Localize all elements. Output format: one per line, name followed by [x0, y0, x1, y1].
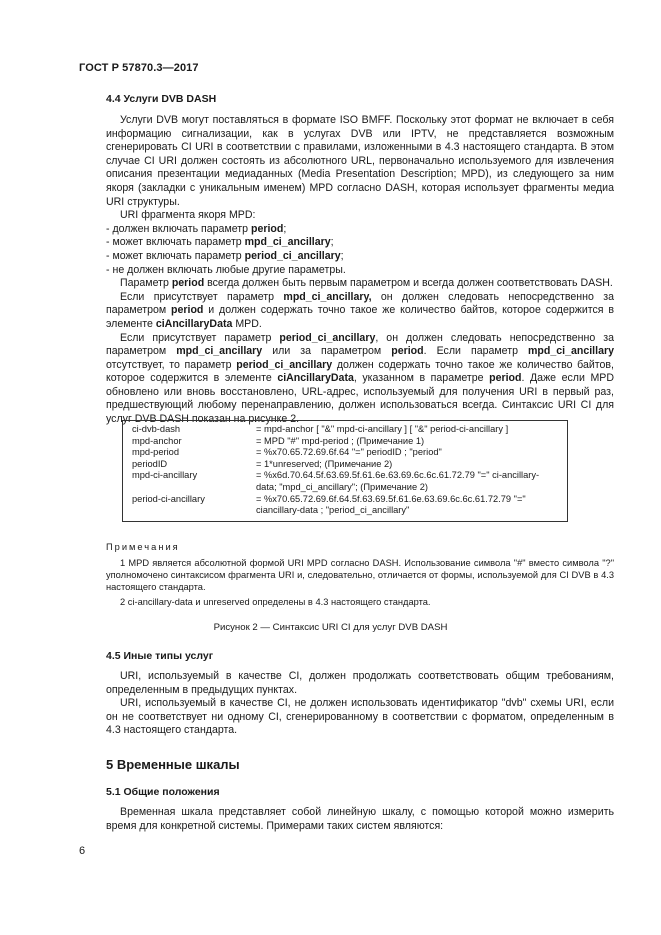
- grammar-row: [123, 494, 567, 517]
- paragraph: Услуги DVB могут поставляться в формате ISO BMFF. Поскольку этот формат не включает в себя информацию сигнализации, как в услугах DVB или IPTV, не представляется возможным сгенерировать CI URI в соответствии с правилами, изложенными в 4.3 настоящего стандарта. В этом случае CI URI должен состоять из абсолютного URL, первоначально используемого для извлечения описания презентации медиаданных (Media Presentation Description; MPD), из следующего за ним якоря (закладки с уникальным именем) MPD согласно DASH, которая использует фрагменты медиа URI структуры.: [106, 114, 614, 208]
- page-number: 6: [79, 845, 86, 857]
- rule-definition: = %x70.65.72.69.6f.64.5f.63.69.5f.61.6e.63.69.6c.6c.61.72.79 "=" ciancillary-data ; "period_ci_ancillary": [256, 493, 526, 516]
- anchor-param-list: [106, 223, 614, 277]
- paragraph: Параметр period всегда должен быть первым параметром и всегда должен соответствовать DASH.: [120, 277, 613, 290]
- list-item: - должен включать параметр period;: [106, 222, 287, 235]
- notes-body: [106, 558, 614, 609]
- rule-name: periodID: [132, 458, 168, 469]
- list-item: - может включать параметр mpd_ci_ancillary;: [106, 236, 334, 249]
- section-5-heading: 5 Временные шкалы: [106, 757, 240, 772]
- paragraph: Если присутствует параметр period_ci_ancillary, он должен следовать непосредственно за параметром mpd_ci_ancillary или за параметром period. Если параметр mpd_ci_ancillary отсутствует, то параметр period_ci_ancillary должен содержать точно такое же количество байтов, которое содержится в элементе ciAncillaryData, указанном в параметре period. Даже если MPD обновлено или вновь восстановлено, URL-адрес, используемый для получения URI в первый раз, предшествующий любому перенаправлению, должен использоваться всегда. Синтаксис URI CI для услуг DVB DASH показан на рисунке 2.: [106, 331, 615, 426]
- grammar-row: [123, 470, 567, 493]
- paragraph: Временная шкала представляет собой линейную шкалу, с помощью которой можно измерить время для конкретной системы. Примерами таких систем являются:: [106, 806, 614, 832]
- grammar-table: [123, 424, 567, 517]
- list-item: - не должен включать любые другие параметры.: [106, 263, 346, 276]
- rule-name: mpd-ci-ancillary: [132, 470, 198, 481]
- standard-designation: ГОСТ Р 57870.3—2017: [79, 62, 199, 74]
- rule-definition: = %x70.65.72.69.6f.64 "=" periodID ; "period": [256, 447, 442, 458]
- paragraph: URI фрагмента якоря MPD:: [120, 209, 256, 222]
- section-4-4-body: [106, 114, 614, 427]
- rule-name: ci-dvb-dash: [132, 424, 181, 434]
- list-item: - может включать параметр period_ci_ancillary;: [106, 249, 344, 262]
- rule-definition: = MPD "#" mpd-period ; (Примечание 1): [256, 435, 425, 446]
- notes-heading: Примечания: [106, 542, 180, 552]
- note: 2 ci-ancillary-data и unreserved определены в 4.3 настоящего стандарта.: [120, 597, 431, 608]
- uri-syntax-figure: [122, 420, 568, 522]
- grammar-row: [123, 424, 567, 436]
- figure-caption: Рисунок 2 — Синтаксис URI CI для услуг DVB DASH: [213, 622, 448, 633]
- rule-name: mpd-anchor: [132, 435, 182, 446]
- section-5-1-heading: 5.1 Общие положения: [106, 786, 220, 798]
- section-5-1-body: [106, 806, 614, 833]
- section-4-4-heading: 4.4 Услуги DVB DASH: [106, 93, 217, 105]
- rule-definition: = mpd-anchor [ "&" mpd-ci-ancillary ] [ "&" period-ci-ancillary ]: [256, 424, 509, 434]
- paragraph: URI, используемый в качестве CI, не должен использовать идентификатор "dvb" схемы URI, если он не соответствует ни одному CI, сгенерированному в соответствии с форматом, определенным в 4.3 настоящего стандарта.: [106, 697, 614, 737]
- grammar-row: [123, 447, 567, 459]
- section-4-5-body: [106, 670, 614, 738]
- paragraph: Если присутствует параметр mpd_ci_ancillary, он должен следовать непосредственно за параметром period и должен содержать точно такое же количество байтов, которое содержится в элементе ciAncillaryData MPD.: [106, 290, 614, 330]
- grammar-row: [123, 436, 567, 448]
- rule-name: period-ci-ancillary: [132, 493, 205, 504]
- note: 1 MPD является абсолютной формой URI MPD согласно DASH. Использование символа "#" вместо символа "?" уполномочено синтаксисом фрагмента URI и, следовательно, отличается от формы, используемой для CI DVB в 4.3 настоящего стандарта.: [106, 558, 614, 592]
- paragraph: URI, используемый в качестве CI, должен продолжать соответствовать общим требованиям, определенным в предыдущих пунктах.: [106, 670, 614, 696]
- rule-name: mpd-period: [132, 447, 180, 458]
- rule-definition: = %x6d.70.64.5f.63.69.5f.61.6e.63.69.6c.6c.61.72.79 "=" ci-ancillary-data; "mpd_ci_ancillary"; (Примечание 2): [256, 470, 540, 492]
- section-4-5-heading: 4.5 Иные типы услуг: [106, 650, 214, 662]
- rule-definition: = 1*unreserved; (Примечание 2): [256, 458, 393, 469]
- grammar-row: [123, 459, 567, 471]
